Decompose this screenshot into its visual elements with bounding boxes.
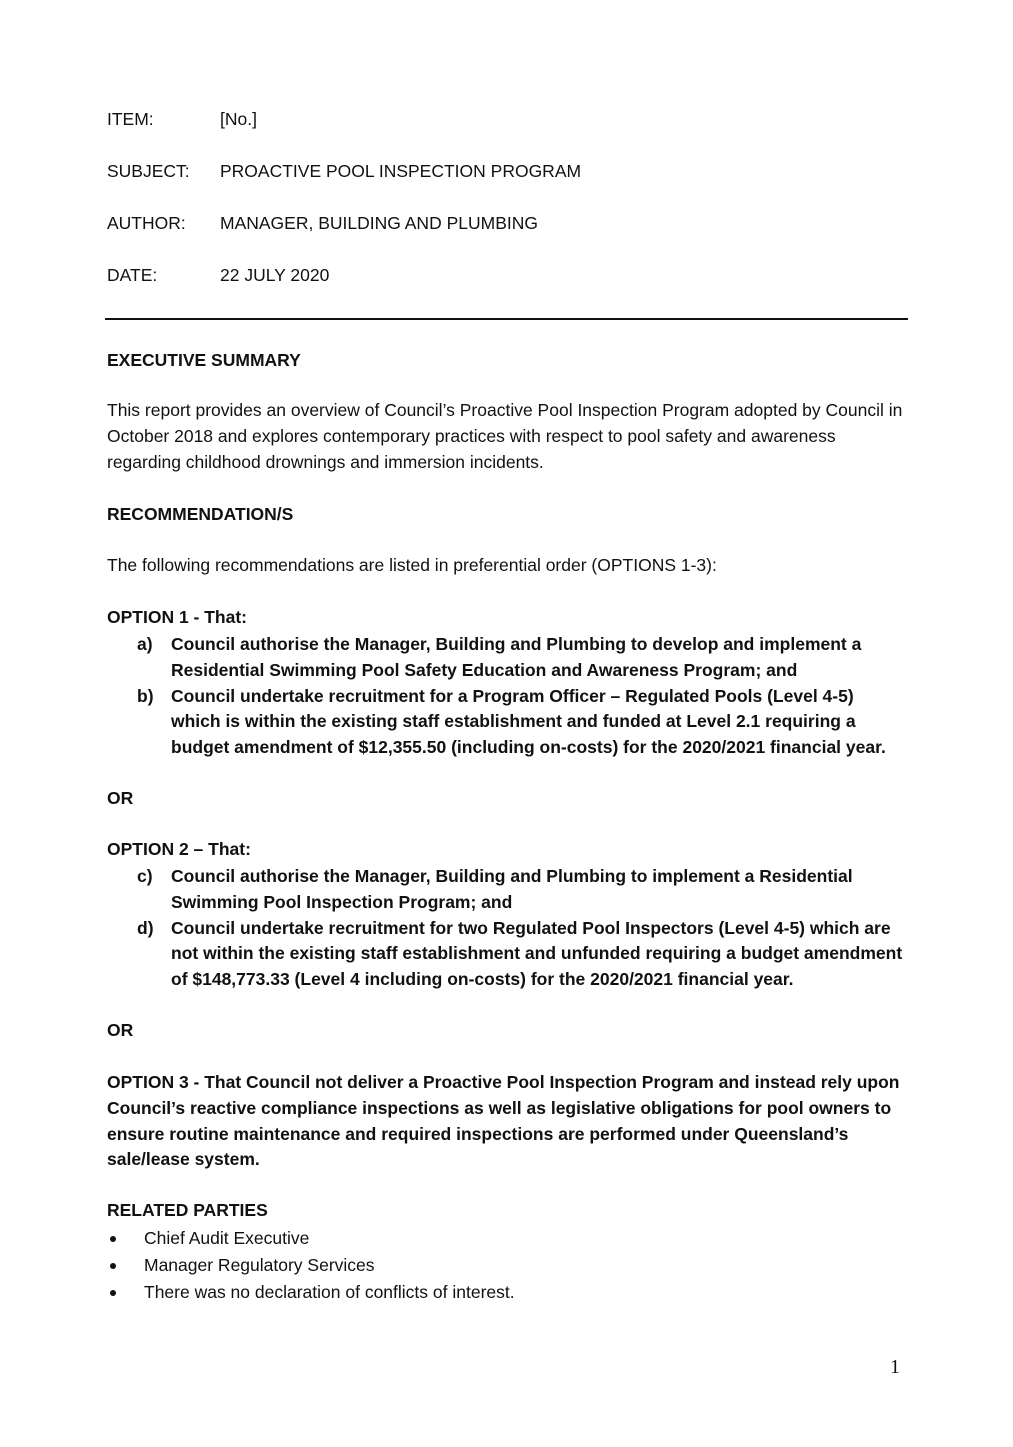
subject-label: SUBJECT: (107, 161, 190, 181)
bullet-icon (110, 1290, 116, 1296)
list-item-text: Council undertake recruitment for a Program Officer – Regulated Pools (Level 4-5) which is within the existing staff establishment and funded at Level 2.1 requiring a budget amendment of $12,355.50 (including on-costs) for the 2020/2021 financial year. (171, 685, 886, 758)
bullet-icon (110, 1263, 116, 1269)
item-label: ITEM: (107, 109, 154, 129)
option-1-item-a (107, 632, 907, 684)
option-2-title: OPTION 2 – That: (107, 839, 251, 859)
list-marker: c) (137, 866, 153, 886)
option-2-list (107, 864, 907, 993)
list-item (107, 1279, 907, 1306)
recommendations-intro: The following recommendations are listed in preferential order (OPTIONS 1-3): (107, 555, 717, 575)
option-2-item-c (107, 864, 907, 916)
date-value: 22 JULY 2020 (220, 265, 330, 285)
header-divider (105, 318, 908, 320)
item-value: [No.] (220, 109, 257, 129)
executive-summary-heading: EXECUTIVE SUMMARY (107, 350, 301, 370)
subject-value: PROACTIVE POOL INSPECTION PROGRAM (220, 161, 582, 181)
author-value: MANAGER, BUILDING AND PLUMBING (220, 213, 538, 233)
executive-summary-body: This report provides an overview of Council’s Proactive Pool Inspection Program adopted by Council in October 2018 and explores contemporary practices with respect to pool safety and awareness regarding childhood drownings and immersion incidents. (107, 400, 903, 472)
related-parties-list (107, 1225, 907, 1306)
bullet-icon (110, 1236, 116, 1242)
list-item (107, 1252, 907, 1279)
option-2-item-d (107, 916, 907, 993)
author-label: AUTHOR: (107, 213, 186, 233)
list-item-text: Chief Audit Executive (144, 1228, 310, 1248)
date-label: DATE: (107, 265, 158, 285)
list-marker: d) (137, 917, 154, 938)
option-3-text: OPTION 3 - That Council not deliver a Proactive Pool Inspection Program and instead rely upon Council’s reactive compliance inspections as well as legislative obligations for pool owners to ensure routine maintenance and required inspections are performed under Queensland’s sale/lease system. (107, 1072, 900, 1170)
list-item-text: Council authorise the Manager, Building and Plumbing to implement a Residential Swimming Pool Inspection Program; and (171, 866, 853, 912)
option-1-item-b (107, 684, 907, 761)
list-item-text: There was no declaration of conflicts of interest. (144, 1282, 515, 1302)
list-marker: b) (137, 685, 154, 706)
related-parties-heading: RELATED PARTIES (107, 1200, 268, 1220)
or-separator-2: OR (107, 1020, 134, 1040)
or-separator-1: OR (107, 788, 134, 808)
list-item (107, 1225, 907, 1252)
option-1-list (107, 632, 907, 761)
list-item-text: Council undertake recruitment for two Regulated Pool Inspectors (Level 4-5) which are not within the existing staff establishment and unfunded requiring a budget amendment of $148,773.33 (Level 4 including on-costs) for the 2020/2021 financial year. (171, 917, 903, 990)
option-1-title: OPTION 1 - That: (107, 607, 247, 627)
page-number: 1 (890, 1356, 900, 1378)
list-item-text: Manager Regulatory Services (144, 1255, 375, 1275)
recommendations-heading: RECOMMENDATION/S (107, 504, 294, 524)
list-marker: a) (137, 634, 153, 654)
list-item-text: Council authorise the Manager, Building and Plumbing to develop and implement a Residential Swimming Pool Safety Education and Awareness Program; and (171, 634, 862, 680)
